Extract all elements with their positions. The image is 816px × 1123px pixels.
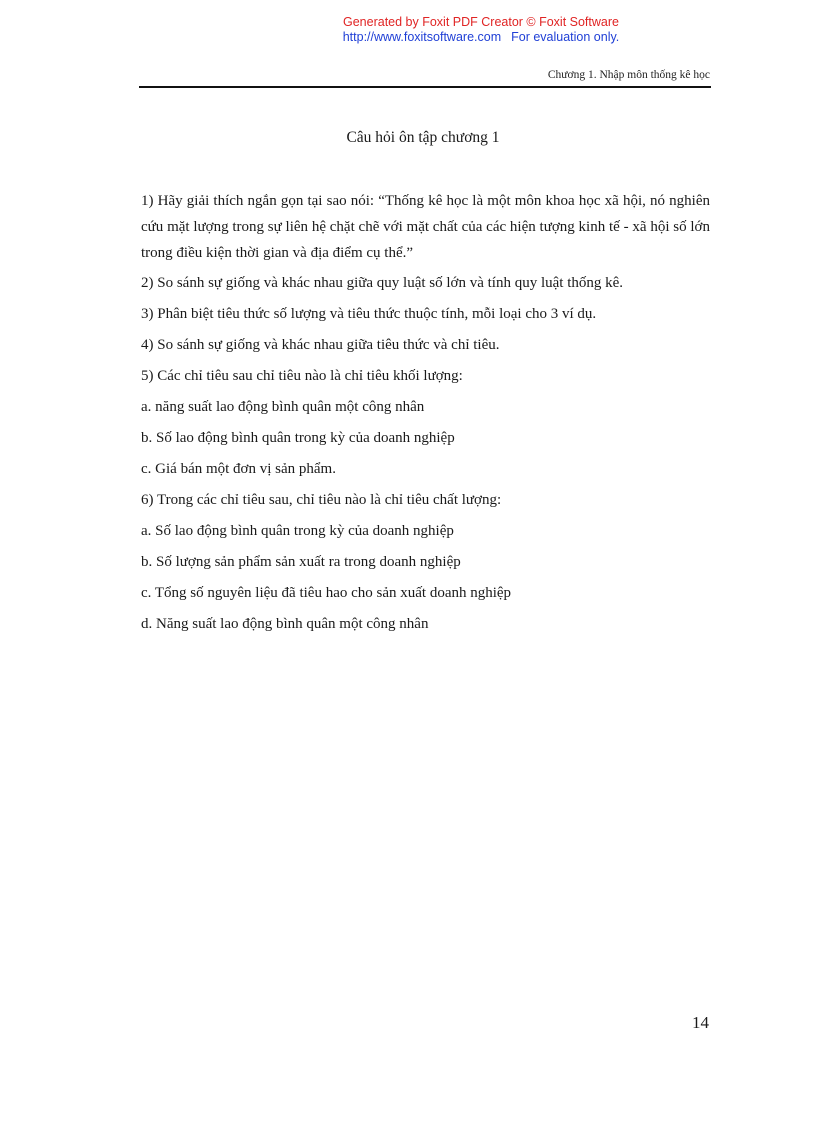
question-6-option-d: d. Năng suất lao động bình quân một công nhân: [141, 616, 429, 632]
watermark-url-link[interactable]: http://www.foxitsoftware.com: [342, 30, 502, 44]
page-number: 14: [692, 1013, 709, 1032]
question-5-option-a: a. năng suất lao động bình quân một công nhân: [141, 399, 425, 415]
page-title: Câu hỏi ôn tập chương 1: [346, 129, 500, 146]
question-5: 5) Các chỉ tiêu sau chỉ tiêu nào là chỉ tiêu khối lượng:: [141, 368, 463, 384]
foxit-watermark: [0, 15, 816, 45]
watermark-note: For evaluation only.: [511, 30, 620, 44]
question-5-option-b: b. Số lao động bình quân trong kỳ của doanh nghiệp: [141, 430, 455, 446]
question-2: 2) So sánh sự giống và khác nhau giữa quy luật số lớn và tính quy luật thống kê.: [141, 275, 624, 291]
question-6: 6) Trong các chỉ tiêu sau, chỉ tiêu nào là chỉ tiêu chất lượng:: [141, 492, 502, 508]
question-1: 1) Hãy giải thích ngắn gọn tại sao nói: “Thống kê học là một môn khoa học xã hội, nó nghiên cứu mặt lượng trong sự liên hệ chặt chẽ với mặt chất của các hiện tượng kinh tế - xã hội số lớn trong điều kiện thời gian và địa điểm cụ thể.”: [141, 193, 710, 261]
question-6-option-a: a. Số lao động bình quân trong kỳ của doanh nghiệp: [141, 523, 454, 539]
question-4: 4) So sánh sự giống và khác nhau giữa tiêu thức và chỉ tiêu.: [141, 337, 500, 353]
question-5-option-c: c. Giá bán một đơn vị sản phẩm.: [141, 461, 336, 477]
question-6-option-b: b. Số lượng sản phẩm sản xuất ra trong doanh nghiệp: [141, 554, 461, 570]
header-rule: [139, 86, 711, 88]
watermark-line-1: Generated by Foxit PDF Creator © Foxit Software: [343, 15, 619, 29]
watermark-line-2: [146, 30, 816, 45]
running-header: Chương 1. Nhập môn thống kê học: [547, 69, 710, 81]
question-list: [141, 188, 710, 642]
question-3: 3) Phân biệt tiêu thức số lượng và tiêu thức thuộc tính, mỗi loại cho 3 ví dụ.: [141, 306, 597, 322]
question-6-option-c: c. Tổng số nguyên liệu đã tiêu hao cho sản xuất doanh nghiệp: [141, 585, 512, 601]
